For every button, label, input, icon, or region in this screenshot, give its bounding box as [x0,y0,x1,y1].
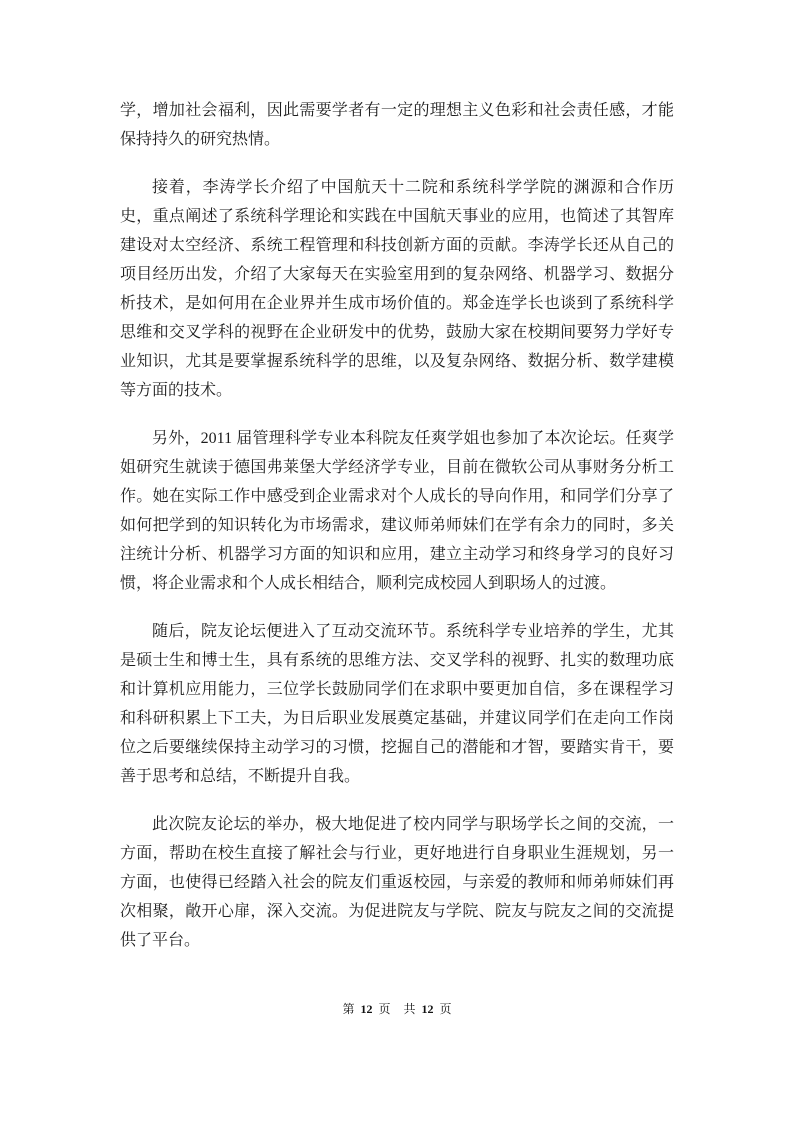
footer-page-unit-label: 页 [378,1002,391,1016]
footer-total-label: 共 [403,1002,416,1016]
document-paragraph: 另外，2011 届管理科学专业本科院友任爽学姐也参加了本次论坛。任爽学姐研究生就读于德国弗莱堡大学经济学专业，目前在微软公司从事财务分析工作。她在实际工作中感受到企业需求对个人成长的导向作用，和同学们分享了如何把学到的知识转化为市场需求，建议师弟师妹们在学有余力的同时，多关注统计分析、机器学习方面的知识和应用，建立主动学习和终身学习的良好习惯，将企业需求和个人成长相结合，顺利完成校园人到职场人的过渡。 [120,430,674,592]
footer-page-label: 第 [342,1002,355,1016]
document-paragraph: 接着，李涛学长介绍了中国航天十二院和系统科学学院的渊源和合作历史，重点阐述了系统科学理论和实践在中国航天事业的应用，也简述了其智库建设对太空经济、系统工程管理和科技创新方面的贡献。李涛学长还从自己的项目经历出发，介绍了大家每天在实验室用到的复杂网络、机器学习、数据分析技术，是如何用在企业界并生成市场价值的。郑金连学长也谈到了系统科学思维和交叉学科的视野在企业研发中的优势，鼓励大家在校期间要努力学好专业知识，尤其是要掌握系统科学的思维，以及复杂网络、数据分析、数学建模等方面的技术。 [120,179,674,399]
footer-total-unit-label: 页 [439,1002,452,1016]
document-body [120,96,674,974]
footer-total-pages-number: 12 [421,1002,434,1016]
document-paragraph: 随后，院友论坛便进入了互动交流环节。系统科学专业培养的学生，尤其是硕士生和博士生，具有系统的思维方法、交叉学科的视野、扎实的数理功底和计算机应用能力，三位学长鼓励同学们在求职中要更加自信，多在课程学习和科研积累上下工夫，为日后职业发展奠定基础，并建议同学们在走向工作岗位之后要继续保持主动学习的习惯，挖掘自己的潜能和才智，要踏实肯干，要善于思考和总结，不断提升自我。 [120,623,674,785]
page-footer [0,1001,794,1017]
document-paragraph: 此次院友论坛的举办，极大地促进了校内同学与职场学长之间的交流，一方面，帮助在校生直接了解社会与行业，更好地进行自身职业生涯规划，另一方面，也使得已经踏入社会的院友们重返校园，与亲爱的教师和师弟师妹们再次相聚，敞开心扉，深入交流。为促进院友与学院、院友与院友之间的交流提供了平台。 [120,816,674,949]
footer-current-page-number: 12 [360,1002,373,1016]
document-paragraph: 学，增加社会福利，因此需要学者有一定的理想主义色彩和社会责任感，才能保持持久的研究热情。 [120,102,674,148]
